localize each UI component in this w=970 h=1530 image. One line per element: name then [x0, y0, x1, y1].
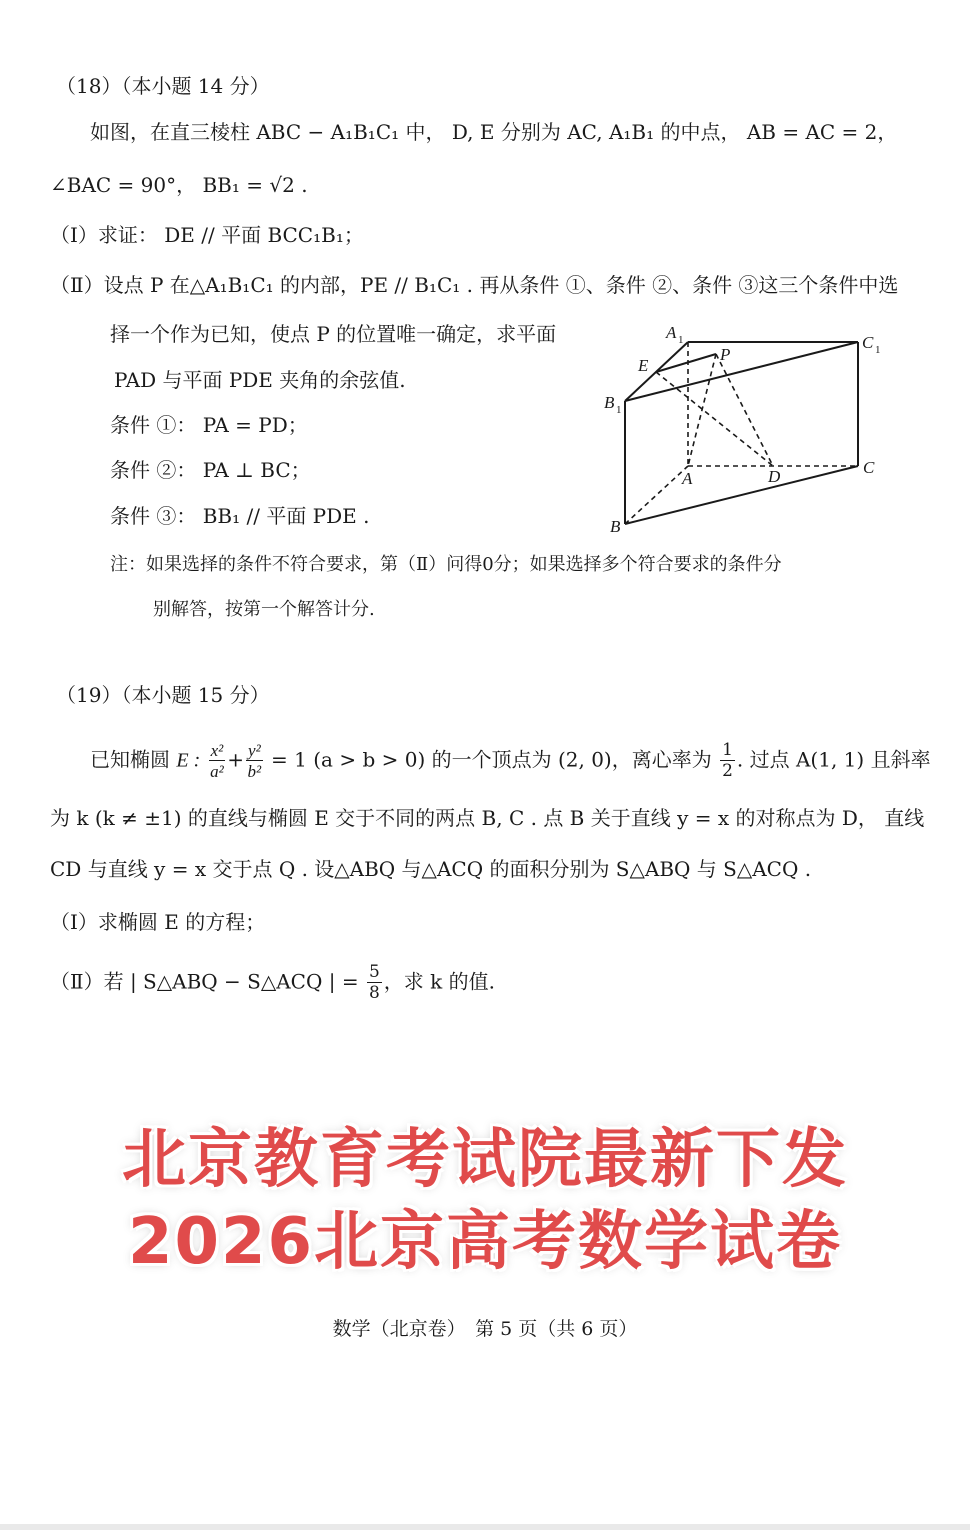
- q18-condition-2: 条件 ②： PA ⊥ BC；: [110, 458, 311, 482]
- q19-intro-pre: 已知椭圆: [90, 747, 170, 772]
- frac-b2: b²: [247, 762, 262, 781]
- label-C: C: [863, 458, 875, 477]
- q18-intro-line2: ∠BAC = 90°， BB₁ = √2 .: [50, 173, 308, 197]
- q18-note-line2: 别解答，按第一个解答计分.: [153, 599, 375, 620]
- q19-intro-line3: CD 与直线 y = x 交于点 Q . 设△ABQ 与△ACQ 的面积分别为 S△ABQ 与 S△ACQ .: [50, 857, 812, 881]
- label-A1-sub: 1: [678, 334, 684, 346]
- frac-a2: a²: [210, 762, 224, 781]
- q19-part2-post: ，求 k 的值.: [383, 969, 495, 994]
- frac-y2: y²: [248, 741, 261, 760]
- page-footer: 数学（北京卷） 第 5 页（共 6 页）: [332, 1318, 638, 1340]
- label-B: B: [610, 517, 621, 536]
- label-D: D: [768, 467, 781, 486]
- q19-intro-line1: 已知椭圆 E : $\frac{\text{x²}}{\text{a²}}$ + $\frac{\text{y²}}{\text{b²}}$ = 1 (a > b > 0) 的一个顶点为 (2, 0)，离心率为 $\frac{1}{2}$ . 过点 A(1, 1) 且斜率: [90, 740, 931, 781]
- label-P: P: [720, 345, 731, 364]
- q18-intro-line1: 如图，在直三棱柱 ABC − A₁B₁C₁ 中， D, E 分别为 AC, A₁B₁ 的中点， AB = AC = 2，: [90, 120, 898, 144]
- label-B1: B: [604, 393, 615, 412]
- q18-condition-3: 条件 ③： BB₁ // 平面 PDE .: [110, 504, 370, 528]
- q19-intro-line2: 为 k (k ≠ ±1) 的直线与椭圆 E 交于不同的两点 B, C . 点 B 关于直线 y = x 的对称点为 D， 直线: [50, 806, 925, 830]
- q18-header: （18）（本小题 14 分）: [56, 74, 270, 98]
- q19-header: （19）（本小题 15 分）: [56, 683, 270, 707]
- q19-ellipse-name: E :: [176, 749, 201, 772]
- label-C1-sub: 1: [875, 344, 881, 356]
- q18-note-line1: 注：如果选择的条件不符合要求，第（Ⅱ）问得0分；如果选择多个符合要求的条件分: [110, 554, 782, 575]
- q18-part2-line3: PAD 与平面 PDE 夹角的余弦值.: [114, 368, 406, 392]
- q18-part2-line1: （Ⅱ）设点 P 在△A₁B₁C₁ 的内部，PE // B₁C₁ . 再从条件 ①、条件 ②、条件 ③这三个条件中选: [50, 273, 899, 297]
- bottom-divider: [0, 1524, 970, 1530]
- frac-58-num: 5: [368, 962, 380, 982]
- q18-condition-1: 条件 ①： PA = PD；: [110, 413, 308, 437]
- frac-half-den: 2: [722, 761, 733, 781]
- label-B1-sub: 1: [616, 404, 622, 416]
- frac-half-num: 1: [722, 740, 733, 760]
- label-C1: C: [862, 333, 874, 352]
- q19-part1: （Ⅰ）求椭圆 E 的方程；: [50, 910, 266, 934]
- banner-line2: 2026北京高考数学试卷: [127, 1205, 843, 1279]
- q18-part1: （Ⅰ）求证： DE // 平面 BCC₁B₁；: [50, 223, 364, 247]
- frac-58-den: 8: [368, 983, 380, 1003]
- fraction-one-half: [720, 742, 735, 780]
- label-E: E: [638, 356, 649, 375]
- label-A1: A: [666, 323, 677, 342]
- banner-line1: 北京教育考试院最新下发: [122, 1123, 848, 1197]
- fraction-y2-b2: [246, 742, 263, 780]
- fraction-x2-a2: [209, 742, 226, 780]
- label-A: A: [682, 469, 693, 488]
- q18-part2-line2: 择一个作为已知，使点 P 的位置唯一确定，求平面: [110, 322, 557, 346]
- q19-part2: [50, 964, 495, 1002]
- frac-x2: x²: [210, 741, 224, 760]
- prism-figure: [600, 318, 890, 540]
- q19-eq-rest: = 1 (a > b > 0) 的一个顶点为 (2, 0)，离心率为: [264, 747, 712, 772]
- fraction-five-eighths: [367, 964, 382, 1002]
- q19-part2-pre: （Ⅱ）若 | S△ABQ − S△ACQ | =: [50, 969, 359, 994]
- q19-intro-post: . 过点 A(1, 1) 且斜率: [736, 747, 931, 772]
